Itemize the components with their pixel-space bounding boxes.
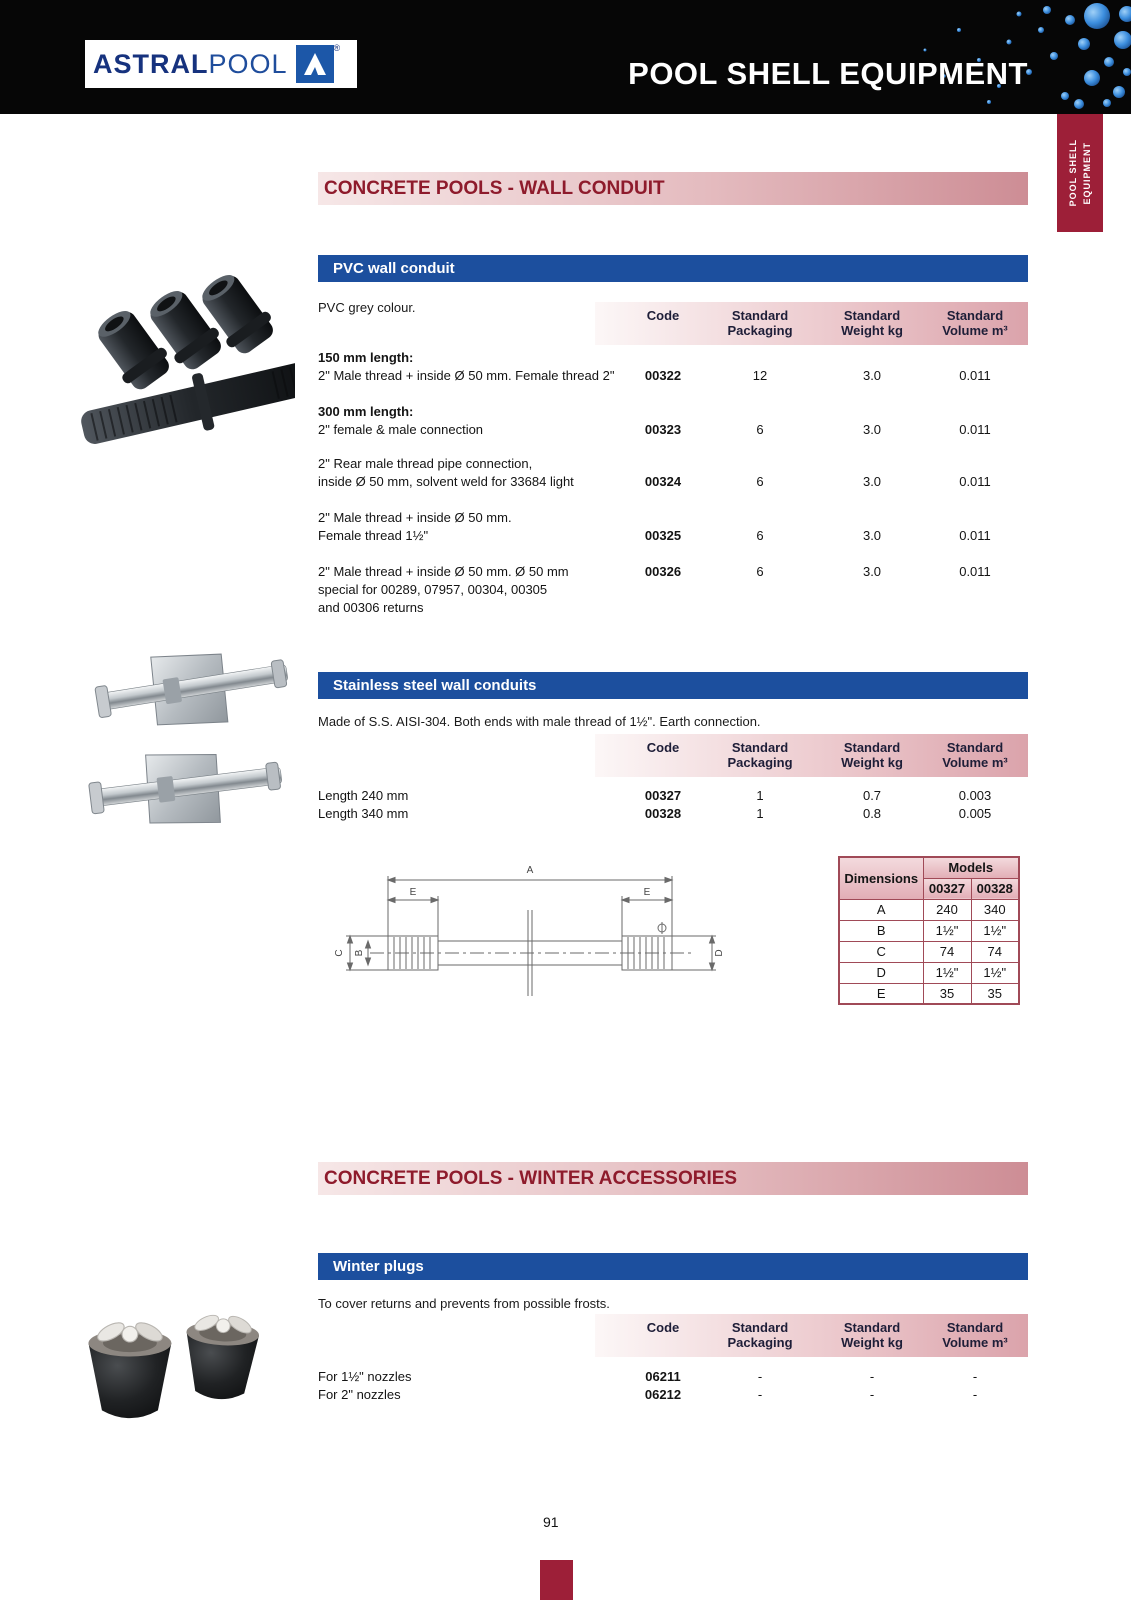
cell-code: 00328 [644, 806, 682, 821]
cell-code: 00327 [644, 788, 682, 803]
col-pack-l2: Packaging [727, 323, 793, 338]
diagram-label-e-left: E [409, 887, 417, 898]
cell-code: 00322 [644, 368, 682, 383]
table-row [0, 788, 1131, 808]
cell-code: 00323 [644, 422, 682, 437]
row-label: Length 240 mm [318, 788, 409, 803]
cell-weight: 0.7 [862, 788, 882, 803]
col-packaging [695, 740, 825, 770]
diagram-label-a: A [526, 865, 534, 876]
table-row [0, 350, 1131, 410]
astralpool-logo [85, 40, 357, 88]
row-desc: and 00306 returns [318, 600, 424, 615]
col-vol-l1: Standard [946, 1320, 1004, 1335]
dim-value: 35 [923, 983, 971, 1004]
cell-volume: 0.011 [959, 528, 991, 543]
table-row [0, 456, 1131, 516]
dim-value: 1½" [923, 962, 971, 983]
band-winter-plugs: Winter plugs [318, 1253, 1028, 1280]
page-title: POOL SHELL EQUIPMENT [628, 56, 1028, 91]
cell-packaging: 6 [756, 564, 764, 579]
dim-value: 240 [923, 899, 971, 920]
cell-volume: 0.011 [959, 368, 991, 383]
pvc-intro: PVC grey colour. [318, 300, 416, 315]
row-desc: Female thread 1½" [318, 528, 429, 543]
dimensions-table [838, 856, 1020, 1005]
col-code-label: Code [646, 308, 680, 323]
dim-value: 1½" [923, 920, 971, 941]
side-tab [1057, 114, 1103, 232]
dim-letter: D [839, 962, 923, 983]
cell-code: 06211 [645, 1369, 681, 1384]
row-desc: 2" Male thread + inside Ø 50 mm. [318, 510, 512, 525]
row-label: Length 340 mm [318, 806, 409, 821]
cell-volume: - [972, 1387, 978, 1402]
table-row [0, 564, 1131, 624]
cell-packaging: 12 [752, 368, 768, 383]
table-row [839, 983, 1019, 1004]
cell-packaging: - [757, 1387, 763, 1402]
table-row [839, 899, 1019, 920]
col-packaging [695, 308, 825, 338]
cell-packaging: 6 [756, 422, 764, 437]
cell-weight: - [869, 1387, 875, 1402]
section-title-winter-accessories: CONCRETE POOLS - WINTER ACCESSORIES [318, 1162, 1028, 1195]
cell-packaging: 6 [756, 528, 764, 543]
cell-packaging: 1 [756, 788, 764, 803]
col-volume [910, 740, 1040, 770]
cell-weight: 3.0 [862, 368, 882, 383]
cell-weight: 0.8 [862, 806, 882, 821]
cell-volume: 0.011 [959, 474, 991, 489]
dim-value: 74 [923, 941, 971, 962]
pvc-table-header [595, 302, 1028, 345]
models-header: Models [923, 857, 1019, 878]
cell-volume: 0.011 [959, 564, 991, 579]
dim-value: 35 [971, 983, 1019, 1004]
col-weight-l2: Weight kg [841, 755, 903, 770]
conduit-dimension-diagram [330, 858, 730, 1043]
dim-value: 1½" [971, 920, 1019, 941]
cell-code: 00324 [644, 474, 682, 489]
cell-weight: 3.0 [862, 528, 882, 543]
col-weight-l1: Standard [843, 1320, 901, 1335]
col-volume [910, 1320, 1040, 1350]
col-code-label: Code [646, 740, 680, 755]
cell-volume: - [972, 1369, 978, 1384]
table-row [839, 962, 1019, 983]
cell-weight: 3.0 [862, 422, 882, 437]
col-pack-l2: Packaging [727, 1335, 793, 1350]
row-desc: special for 00289, 07957, 00304, 00305 [318, 582, 548, 597]
cell-volume: 0.003 [958, 788, 992, 803]
row-desc: 2" Male thread + inside Ø 50 mm. Female thread 2" [318, 368, 615, 383]
row-label: For 1½" nozzles [318, 1369, 412, 1384]
brand-pool: POOL [208, 48, 288, 79]
table-row [839, 941, 1019, 962]
astralpool-mark-icon [296, 45, 334, 83]
col-vol-l1: Standard [946, 308, 1004, 323]
steel-table-header [595, 734, 1028, 777]
cell-packaging: 1 [756, 806, 764, 821]
steel-intro: Made of S.S. AISI-304. Both ends with male thread of 1½". Earth connection. [318, 714, 761, 729]
row-label: For 2" nozzles [318, 1387, 401, 1402]
row-desc: 2" Male thread + inside Ø 50 mm. Ø 50 mm [318, 564, 569, 579]
side-tab-line2: EQUIPMENT [1082, 141, 1092, 205]
row-desc: 2" Rear male thread pipe connection, [318, 456, 533, 471]
section-title-wall-conduit: CONCRETE POOLS - WALL CONDUIT [318, 172, 1028, 205]
row-desc: inside Ø 50 mm, solvent weld for 33684 light [318, 474, 574, 489]
band-stainless-conduits: Stainless steel wall conduits [318, 672, 1028, 699]
dim-letter: A [839, 899, 923, 920]
col-weight-l2: Weight kg [841, 323, 903, 338]
cell-volume: 0.005 [958, 806, 992, 821]
brand-astral: ASTRAL [93, 48, 209, 79]
table-row [0, 1387, 1131, 1407]
table-row [0, 510, 1131, 570]
col-vol-l2: Volume m³ [942, 323, 1008, 338]
table-row [0, 404, 1131, 464]
dim-value: 1½" [971, 962, 1019, 983]
dim-value: 74 [971, 941, 1019, 962]
dim-letter: C [839, 941, 923, 962]
cell-weight: 3.0 [862, 564, 882, 579]
cell-packaging: - [757, 1369, 763, 1384]
dim-value: 340 [971, 899, 1019, 920]
col-packaging [695, 1320, 825, 1350]
side-tab-line1: POOL SHELL [1068, 139, 1078, 207]
cell-volume: 0.011 [959, 422, 991, 437]
col-pack-l1: Standard [731, 740, 789, 755]
footer-red-square [540, 1560, 573, 1600]
row-heading: 300 mm length: [318, 404, 414, 419]
stainless-conduit-photo [88, 650, 298, 865]
col-pack-l2: Packaging [727, 755, 793, 770]
cell-code: 00326 [644, 564, 682, 579]
diagram-label-c: C [334, 949, 345, 957]
row-heading: 150 mm length: [318, 350, 414, 365]
dims-header: Dimensions [839, 857, 923, 899]
row-desc: 2" female & male connection [318, 422, 484, 437]
winter-table-header [595, 1314, 1028, 1357]
diagram-label-d: D [714, 949, 725, 957]
registered-mark: ® [333, 43, 341, 53]
table-row [0, 1369, 1131, 1389]
col-volume [910, 308, 1040, 338]
col-pack-l1: Standard [731, 1320, 789, 1335]
col-weight-l2: Weight kg [841, 1335, 903, 1350]
cell-code: 06212 [644, 1387, 682, 1402]
cell-weight: 3.0 [862, 474, 882, 489]
dim-letter: E [839, 983, 923, 1004]
model-code: 00328 [971, 878, 1019, 899]
table-row [839, 920, 1019, 941]
col-vol-l2: Volume m³ [942, 1335, 1008, 1350]
plugs-intro: To cover returns and prevents from possible frosts. [318, 1296, 610, 1311]
page-number: 91 [543, 1514, 559, 1530]
col-vol-l2: Volume m³ [942, 755, 1008, 770]
cell-code: 00325 [644, 528, 682, 543]
model-code: 00327 [923, 878, 971, 899]
dim-letter: B [839, 920, 923, 941]
cell-packaging: 6 [756, 474, 764, 489]
col-vol-l1: Standard [946, 740, 1004, 755]
diagram-label-b: B [354, 949, 365, 957]
band-pvc-wall-conduit: PVC wall conduit [318, 255, 1028, 282]
col-weight-l1: Standard [843, 740, 901, 755]
cell-weight: - [869, 1369, 875, 1384]
table-row [0, 806, 1131, 826]
col-code-label: Code [646, 1320, 680, 1335]
col-weight-l1: Standard [843, 308, 901, 323]
diagram-label-e-right: E [643, 887, 651, 898]
col-pack-l1: Standard [731, 308, 789, 323]
